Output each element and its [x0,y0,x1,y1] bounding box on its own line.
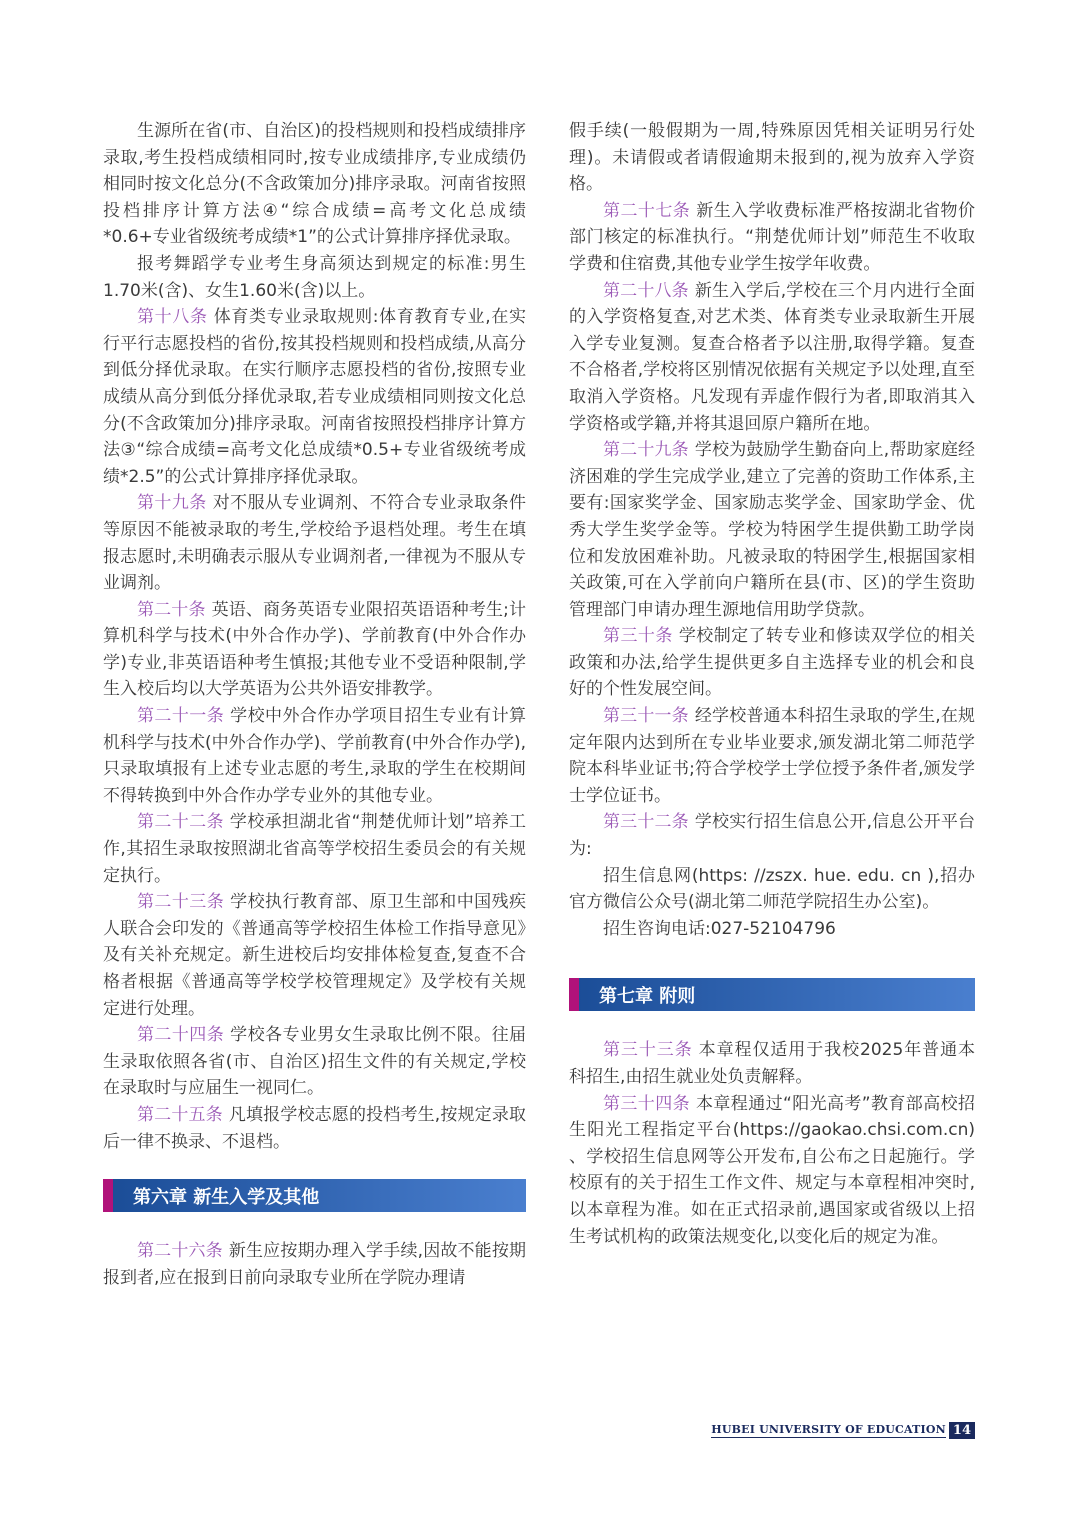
article-number: 第十九条 [137,493,207,514]
article-number: 第二十六条 [137,1241,223,1262]
paragraph [103,118,526,251]
article-number: 第二十九条 [603,440,689,461]
paragraph [103,703,526,809]
article-text: 报考舞蹈学专业考生身高须达到规定的标准:男生1.70米(含)、女生1.60米(含)以上。 [103,253,526,301]
article-text: 对不服从专业调剂、不符合专业录取条件等原因不能被录取的考生,学校给予退档处理。考生在填报志愿时,未明确表示服从专业调剂者,一律视为不服从专业调剂。 [103,493,527,594]
paragraph [103,1022,526,1102]
article-number: 第十八条 [137,307,208,328]
article-text: 英语、商务英语专业限招英语语种考生;计算机科学与技术(中外合作办学)、学前教育(中外合作办学)专业,非英语语种考生慎报;其他专业不受语种限制,学生入校后均以大学英语为公共外语安排教学。 [103,599,526,700]
article-number: 第三十三条 [603,1040,693,1061]
paragraph [103,251,526,304]
chapter-7-heading [569,978,975,1011]
article-number: 第二十五条 [137,1104,223,1125]
paragraph [103,490,526,596]
article-number: 第二十七条 [603,200,691,221]
paragraph [569,118,975,198]
left-column [103,118,526,1291]
article-number: 第二十八条 [603,280,689,301]
article-text: 凡填报学校志愿的投档考生,按规定录取后一律不换录、不退档。 [103,1104,527,1152]
paragraph [103,1102,526,1155]
article-text: 体育类专业录取规则:体育教育专业,在实行平行志愿投档的省份,按其投档规则和投档成绩,从高分到低分择优录取。在实行顺序志愿投档的省份,按照专业成绩从高分到低分择优录取,若专业成绩相同则按文化总分(不含政策加分)排序录取。河南省按照投档排序计算方法③“综合成绩=高考文化总成绩*0.5+专业省级统考成绩*2.5”的公式计算排序择优录取。 [103,307,526,487]
chapter-7-title: 第七章 附则 [599,985,696,1007]
left-paragraphs [103,118,526,1155]
paragraph [569,1091,975,1251]
article-text: 学校各专业男女生录取比例不限。往届生录取依照各省(市、自治区)招生文件的有关规定,学校在录取时与应届生一视同仁。 [103,1025,527,1099]
article-number: 第二十四条 [137,1025,225,1046]
right-paragraphs [569,118,975,942]
chapter-7-paragraphs [569,1037,975,1250]
article-number: 第三十一条 [603,706,689,727]
article-number: 第二十条 [137,599,206,620]
paragraph [103,597,526,703]
paragraph [103,809,526,889]
chapter-6-title: 第六章 新生入学及其他 [133,1186,320,1208]
paragraph [569,198,975,278]
article-text: 招生咨询电话:027-52104796 [603,918,836,939]
university-name: HUBEI UNIVERSITY OF EDUCATION [711,1423,946,1436]
page-footer [711,1422,975,1439]
paragraph [569,1037,975,1090]
chapter-6-heading [103,1179,526,1212]
article-text: 生源所在省(市、自治区)的投档规则和投档成绩排序录取,考生投档成绩相同时,按专业成绩排序,专业成绩仍相同时按文化总分(不含政策加分)排序录取。河南省按照投档排序计算方法④“综合成绩=高考文化总成绩*0.6+专业省级统考成绩*1”的公式计算排序择优录取。 [103,121,526,248]
article-text: 本章程通过“阳光高考”教育部高校招生阳光工程指定平台(https://gaokao.chsi.com.cn) 、学校招生信息网等公开发布,自公布之日起施行。学校原有的关于招生工作文件、规定与本章程相冲突时,以本章程为准。如在正式招录前,遇国家或省级以上招生考试机构的政策法规变化,以变化后的规定为准。 [569,1093,975,1247]
article-text: 经学校普通本科招生录取的学生,在规定年限内达到所在专业毕业要求,颁发湖北第二师范学院本科毕业证书;符合学校学士学位授予条件者,颁发学士学位证书。 [569,706,976,806]
article-text: 学校制定了转专业和修读双学位的相关政策和办法,给学生提供更多自主选择专业的机会和良好的个性发展空间。 [569,626,976,700]
article-text: 招生信息网(https: //zszx. hue. edu. cn ),招办官方微信公众号(湖北第二师范学院招生办公室)。 [569,865,975,913]
article-26 [103,1238,526,1291]
article-number: 第三十四条 [603,1093,690,1114]
paragraph [569,623,975,703]
article-text: 本章程仅适用于我校2025年普通本科招生,由招生就业处负责解释。 [569,1040,976,1087]
article-number: 第三十二条 [603,812,689,833]
article-text: 学校实行招生信息公开,信息公开平台为: [569,812,976,860]
article-text: 学校中外合作办学项目招生专业有计算机科学与技术(中外合作办学)、学前教育(中外合作办学),只录取填报有上述专业志愿的考生,录取的学生在校期间不得转换到中外合作办学专业外的其他专业。 [103,706,527,806]
article-text: 新生入学后,学校在三个月内进行全面的入学资格复查,对艺术类、体育类专业录取新生开展入学专业复测。复查合格者予以注册,取得学籍。复查不合格者,学校将区别情况依据有关规定予以处理,直至取消入学资格。凡发现有弄虚作假行为者,即取消其入学资格或学籍,并将其退回原户籍所在地。 [569,280,976,434]
article-text: 假手续(一般假期为一周,特殊原因凭相关证明另行处理)。未请假或者请假逾期未报到的,视为放弃入学资格。 [569,121,975,195]
article-text: 新生入学收费标准严格按湖北省物价部门核定的标准执行。“荆楚优师计划”师范生不收取学费和住宿费,其他专业学生按学年收费。 [569,200,975,274]
paragraph [569,863,975,916]
paragraph [103,304,526,490]
article-text: 学校执行教育部、原卫生部和中国残疾人联合会印发的《普通高等学校招生体检工作指导意见》及有关补充规定。新生进校后均安排体检复查,复查不合格者根据《普通高等学校学校管理规定》及学校有关规定进行处理。 [103,892,527,1019]
paragraph [569,703,975,809]
article-number: 第二十三条 [137,892,225,913]
article-text: 学校为鼓励学生勤奋向上,帮助家庭经济困难的学生完成学业,建立了完善的资助工作体系,主要有:国家奖学金、国家励志奖学金、国家助学金、优秀大学生奖学金等。学校为特困学生提供勤工助学岗位和发放困难补助。凡被录取的特困学生,根据国家相关政策,可在入学前向户籍所在县(市、区)的学生资助管理部门申请办理生源地信用助学贷款。 [569,440,976,620]
paragraph [569,916,975,943]
article-number: 第三十条 [603,626,673,647]
article-text: 学校承担湖北省“荆楚优师计划”培养工作,其招生录取按照湖北省高等学校招生委员会的有关规定执行。 [103,812,526,886]
page-number: 14 [949,1422,975,1439]
paragraph [569,809,975,862]
right-column [569,118,975,1250]
article-number: 第二十二条 [137,812,224,833]
paragraph [569,437,975,623]
paragraph [103,889,526,1022]
paragraph [569,278,975,438]
article-text: 新生应按期办理入学手续,因故不能按期报到者,应在报到日前向录取专业所在学院办理请 [103,1241,527,1288]
article-number: 第二十一条 [137,706,225,727]
